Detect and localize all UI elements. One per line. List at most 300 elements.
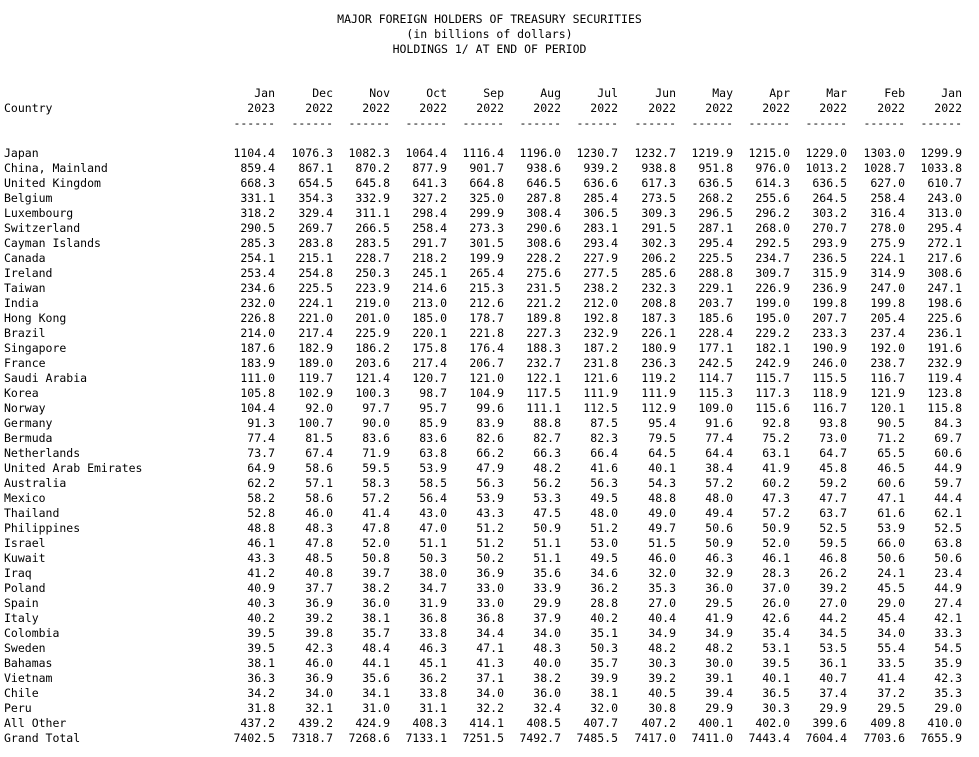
holding-value: 52.5 xyxy=(819,521,847,535)
holding-value: 62.1 xyxy=(934,506,962,520)
holding-value: 34.0 xyxy=(305,686,333,700)
holding-value: 232.9 xyxy=(927,356,962,370)
holding-value: 35.7 xyxy=(590,656,618,670)
column-underline: ------ xyxy=(576,116,618,130)
holding-value: 34.4 xyxy=(476,626,504,640)
country-name: Taiwan xyxy=(4,281,46,295)
country-name: India xyxy=(4,296,39,310)
holding-value: 46.1 xyxy=(247,536,275,550)
holding-value: 39.8 xyxy=(305,626,333,640)
column-header-11 xyxy=(853,86,905,131)
table-row xyxy=(0,206,979,221)
holding-value: 654.5 xyxy=(298,176,333,190)
column-header-12 xyxy=(910,86,962,131)
holding-value: 120.1 xyxy=(870,401,905,415)
holding-value: 57.2 xyxy=(762,506,790,520)
holding-value: 36.1 xyxy=(819,656,847,670)
column-month: Apr xyxy=(769,86,790,100)
holding-value: 177.1 xyxy=(698,341,733,355)
holding-value: 870.2 xyxy=(355,161,390,175)
holding-value: 232.7 xyxy=(526,356,561,370)
holding-value: 120.7 xyxy=(412,371,447,385)
holding-value: 51.2 xyxy=(476,521,504,535)
holding-value: 233.3 xyxy=(812,326,847,340)
holding-value: 34.2 xyxy=(247,686,275,700)
column-header-7 xyxy=(624,86,676,131)
table-row xyxy=(0,731,979,746)
holdings-table-body xyxy=(0,146,979,746)
holding-value: 309.7 xyxy=(755,266,790,280)
holding-value: 7492.7 xyxy=(519,731,561,745)
holding-value: 285.4 xyxy=(583,191,618,205)
holding-value: 290.6 xyxy=(526,221,561,235)
column-underline: ------ xyxy=(462,116,504,130)
holding-value: 33.8 xyxy=(419,626,447,640)
holding-value: 1215.0 xyxy=(748,146,790,160)
holding-value: 37.4 xyxy=(819,686,847,700)
holding-value: 115.5 xyxy=(812,371,847,385)
holding-value: 39.9 xyxy=(590,671,618,685)
holding-value: 51.1 xyxy=(533,551,561,565)
holding-value: 35.6 xyxy=(362,671,390,685)
holding-value: 63.8 xyxy=(934,536,962,550)
column-month: Aug xyxy=(540,86,561,100)
table-row xyxy=(0,401,979,416)
holding-value: 190.9 xyxy=(812,341,847,355)
holding-value: 50.6 xyxy=(877,551,905,565)
holding-value: 73.0 xyxy=(819,431,847,445)
holding-value: 53.1 xyxy=(762,641,790,655)
country-name: Singapore xyxy=(4,341,67,355)
holding-value: 43.0 xyxy=(419,506,447,520)
holding-value: 32.4 xyxy=(533,701,561,715)
holding-value: 246.0 xyxy=(812,356,847,370)
holding-value: 7655.9 xyxy=(920,731,962,745)
holding-value: 90.5 xyxy=(877,416,905,430)
holding-value: 58.2 xyxy=(247,491,275,505)
holding-value: 236.3 xyxy=(641,356,676,370)
holding-value: 198.6 xyxy=(927,296,962,310)
holding-value: 37.2 xyxy=(877,686,905,700)
country-name: Grand Total xyxy=(4,731,81,745)
column-year: 2022 xyxy=(362,101,390,115)
holding-value: 46.1 xyxy=(762,551,790,565)
holding-value: 1230.7 xyxy=(576,146,618,160)
country-name: Korea xyxy=(4,386,39,400)
holding-value: 119.4 xyxy=(927,371,962,385)
holding-value: 116.7 xyxy=(870,371,905,385)
holding-value: 35.1 xyxy=(590,626,618,640)
holding-value: 232.3 xyxy=(641,281,676,295)
holding-value: 31.9 xyxy=(419,596,447,610)
holding-value: 48.3 xyxy=(305,521,333,535)
holding-value: 82.3 xyxy=(590,431,618,445)
holding-value: 175.8 xyxy=(412,341,447,355)
holding-value: 314.9 xyxy=(870,266,905,280)
column-year: 2022 xyxy=(533,101,561,115)
holding-value: 208.8 xyxy=(641,296,676,310)
holding-value: 399.6 xyxy=(812,716,847,730)
holding-value: 325.0 xyxy=(469,191,504,205)
country-name: Colombia xyxy=(4,626,60,640)
holding-value: 237.4 xyxy=(870,326,905,340)
holding-value: 189.0 xyxy=(298,356,333,370)
holding-value: 38.1 xyxy=(247,656,275,670)
holding-value: 111.9 xyxy=(641,386,676,400)
country-name: Spain xyxy=(4,596,39,610)
holding-value: 641.3 xyxy=(412,176,447,190)
holding-value: 250.3 xyxy=(355,266,390,280)
holding-value: 36.0 xyxy=(533,686,561,700)
holding-value: 48.8 xyxy=(247,521,275,535)
holding-value: 71.2 xyxy=(877,431,905,445)
column-header-4 xyxy=(452,86,504,131)
holding-value: 38.4 xyxy=(705,461,733,475)
holding-value: 63.8 xyxy=(419,446,447,460)
holding-value: 60.6 xyxy=(934,446,962,460)
holding-value: 30.3 xyxy=(648,656,676,670)
holding-value: 40.1 xyxy=(762,671,790,685)
country-name: Bermuda xyxy=(4,431,53,445)
holding-value: 1064.4 xyxy=(405,146,447,160)
holding-value: 439.2 xyxy=(298,716,333,730)
column-year: 2022 xyxy=(762,101,790,115)
holding-value: 41.2 xyxy=(247,566,275,580)
holding-value: 217.4 xyxy=(412,356,447,370)
table-row xyxy=(0,191,979,206)
holding-value: 187.2 xyxy=(583,341,618,355)
holding-value: 32.9 xyxy=(705,566,733,580)
holding-value: 55.4 xyxy=(877,641,905,655)
holding-value: 29.9 xyxy=(705,701,733,715)
report-title xyxy=(0,12,979,57)
holding-value: 41.9 xyxy=(705,611,733,625)
table-row xyxy=(0,611,979,626)
column-month: May xyxy=(712,86,733,100)
holding-value: 114.7 xyxy=(698,371,733,385)
holding-value: 37.0 xyxy=(762,581,790,595)
holding-value: 50.6 xyxy=(705,521,733,535)
table-row xyxy=(0,266,979,281)
holding-value: 58.5 xyxy=(419,476,447,490)
table-row xyxy=(0,536,979,551)
holding-value: 258.4 xyxy=(870,191,905,205)
holding-value: 668.3 xyxy=(240,176,275,190)
holding-value: 176.4 xyxy=(469,341,504,355)
holding-value: 189.8 xyxy=(526,311,561,325)
holding-value: 38.0 xyxy=(419,566,447,580)
holding-value: 53.9 xyxy=(476,491,504,505)
holding-value: 7604.4 xyxy=(805,731,847,745)
holding-value: 214.0 xyxy=(240,326,275,340)
holding-value: 60.6 xyxy=(877,476,905,490)
holding-value: 47.8 xyxy=(362,521,390,535)
holding-value: 35.9 xyxy=(934,656,962,670)
holding-value: 275.9 xyxy=(870,236,905,250)
holding-value: 245.1 xyxy=(412,266,447,280)
holding-value: 243.0 xyxy=(927,191,962,205)
column-header-6 xyxy=(566,86,618,131)
holding-value: 102.9 xyxy=(298,386,333,400)
holding-value: 38.2 xyxy=(362,581,390,595)
column-year: 2022 xyxy=(305,101,333,115)
holding-value: 901.7 xyxy=(469,161,504,175)
holding-value: 36.2 xyxy=(419,671,447,685)
holding-value: 64.4 xyxy=(705,446,733,460)
holding-value: 39.2 xyxy=(305,611,333,625)
holding-value: 1013.2 xyxy=(805,161,847,175)
table-row xyxy=(0,521,979,536)
country-name: Vietnam xyxy=(4,671,53,685)
holding-value: 60.2 xyxy=(762,476,790,490)
holding-value: 44.1 xyxy=(362,656,390,670)
holding-value: 53.3 xyxy=(533,491,561,505)
holding-value: 306.5 xyxy=(583,206,618,220)
holding-value: 34.0 xyxy=(533,626,561,640)
holding-value: 192.8 xyxy=(583,311,618,325)
holding-value: 63.7 xyxy=(819,506,847,520)
holding-value: 54.5 xyxy=(934,641,962,655)
holding-value: 46.3 xyxy=(705,551,733,565)
column-year: 2022 xyxy=(877,101,905,115)
column-header-1 xyxy=(281,86,333,131)
holding-value: 614.3 xyxy=(755,176,790,190)
holding-value: 287.1 xyxy=(698,221,733,235)
column-underline: ------ xyxy=(863,116,905,130)
holding-value: 185.0 xyxy=(412,311,447,325)
holding-value: 38.2 xyxy=(533,671,561,685)
holding-value: 646.5 xyxy=(526,176,561,190)
table-row xyxy=(0,491,979,506)
column-year: 2022 xyxy=(705,101,733,115)
holding-value: 48.4 xyxy=(362,641,390,655)
holding-value: 41.9 xyxy=(762,461,790,475)
column-month: Feb xyxy=(884,86,905,100)
holding-value: 49.0 xyxy=(648,506,676,520)
holding-value: 42.6 xyxy=(762,611,790,625)
table-row xyxy=(0,296,979,311)
holding-value: 64.5 xyxy=(648,446,676,460)
holding-value: 1028.7 xyxy=(863,161,905,175)
title-line-1: MAJOR FOREIGN HOLDERS OF TREASURY SECURITIES xyxy=(337,12,642,26)
holding-value: 38.1 xyxy=(590,686,618,700)
table-row xyxy=(0,461,979,476)
holding-value: 34.0 xyxy=(476,686,504,700)
holding-value: 50.2 xyxy=(476,551,504,565)
holding-value: 34.1 xyxy=(362,686,390,700)
holding-value: 34.9 xyxy=(705,626,733,640)
holding-value: 215.1 xyxy=(298,251,333,265)
holding-value: 331.1 xyxy=(240,191,275,205)
holding-value: 45.4 xyxy=(877,611,905,625)
holding-value: 40.0 xyxy=(533,656,561,670)
holding-value: 82.7 xyxy=(533,431,561,445)
holding-value: 303.2 xyxy=(812,206,847,220)
column-year: 2022 xyxy=(476,101,504,115)
country-name: Canada xyxy=(4,251,46,265)
holding-value: 35.6 xyxy=(533,566,561,580)
holding-value: 51.1 xyxy=(533,536,561,550)
holding-value: 40.3 xyxy=(247,596,275,610)
table-row xyxy=(0,146,979,161)
holding-value: 48.2 xyxy=(648,641,676,655)
holding-value: 48.3 xyxy=(533,641,561,655)
holding-value: 226.1 xyxy=(641,326,676,340)
holding-value: 238.7 xyxy=(870,356,905,370)
title-line-2: (in billions of dollars) xyxy=(406,27,573,41)
holding-value: 100.7 xyxy=(298,416,333,430)
holding-value: 228.4 xyxy=(698,326,733,340)
holding-value: 26.0 xyxy=(762,596,790,610)
holding-value: 37.1 xyxy=(476,671,504,685)
holding-value: 46.3 xyxy=(419,641,447,655)
holding-value: 35.4 xyxy=(762,626,790,640)
holding-value: 26.2 xyxy=(819,566,847,580)
holding-value: 53.9 xyxy=(419,461,447,475)
country-name: France xyxy=(4,356,46,370)
table-row xyxy=(0,716,979,731)
holding-value: 290.5 xyxy=(240,221,275,235)
holding-value: 224.1 xyxy=(870,251,905,265)
holding-value: 77.4 xyxy=(705,431,733,445)
country-name: Italy xyxy=(4,611,39,625)
column-month: Jan xyxy=(254,86,275,100)
holding-value: 82.6 xyxy=(476,431,504,445)
holding-value: 49.5 xyxy=(590,551,618,565)
holding-value: 50.9 xyxy=(762,521,790,535)
holding-value: 66.4 xyxy=(590,446,618,460)
holding-value: 66.2 xyxy=(476,446,504,460)
holding-value: 1104.4 xyxy=(233,146,275,160)
holding-value: 83.9 xyxy=(476,416,504,430)
holding-value: 229.2 xyxy=(755,326,790,340)
holding-value: 50.6 xyxy=(934,551,962,565)
holding-value: 81.5 xyxy=(305,431,333,445)
holding-value: 408.5 xyxy=(526,716,561,730)
holding-value: 45.5 xyxy=(877,581,905,595)
holding-value: 56.3 xyxy=(476,476,504,490)
holding-value: 231.5 xyxy=(526,281,561,295)
holding-value: 51.2 xyxy=(476,536,504,550)
holding-value: 46.0 xyxy=(305,656,333,670)
holding-value: 40.2 xyxy=(590,611,618,625)
holding-value: 39.7 xyxy=(362,566,390,580)
holding-value: 7443.4 xyxy=(748,731,790,745)
holding-value: 37.9 xyxy=(533,611,561,625)
holding-value: 30.3 xyxy=(762,701,790,715)
holding-value: 185.6 xyxy=(698,311,733,325)
holding-value: 67.4 xyxy=(305,446,333,460)
holding-value: 48.2 xyxy=(705,641,733,655)
holding-value: 47.5 xyxy=(533,506,561,520)
holding-value: 36.0 xyxy=(362,596,390,610)
holding-value: 283.1 xyxy=(583,221,618,235)
holding-value: 34.7 xyxy=(419,581,447,595)
holding-value: 270.7 xyxy=(812,221,847,235)
holding-value: 232.0 xyxy=(240,296,275,310)
holding-value: 47.7 xyxy=(819,491,847,505)
holding-value: 225.6 xyxy=(927,311,962,325)
holding-value: 225.5 xyxy=(698,251,733,265)
country-name: Netherlands xyxy=(4,446,81,460)
holding-value: 35.3 xyxy=(934,686,962,700)
holding-value: 232.9 xyxy=(583,326,618,340)
holding-value: 45.1 xyxy=(419,656,447,670)
holding-value: 236.1 xyxy=(927,326,962,340)
holding-value: 268.2 xyxy=(698,191,733,205)
holding-value: 32.2 xyxy=(476,701,504,715)
holding-value: 213.0 xyxy=(412,296,447,310)
holding-value: 95.7 xyxy=(419,401,447,415)
holding-value: 111.0 xyxy=(240,371,275,385)
holding-value: 27.4 xyxy=(934,596,962,610)
holding-value: 180.9 xyxy=(641,341,676,355)
holding-value: 285.3 xyxy=(240,236,275,250)
holding-value: 51.2 xyxy=(590,521,618,535)
holding-value: 41.3 xyxy=(476,656,504,670)
holding-value: 115.3 xyxy=(698,386,733,400)
country-name: Thailand xyxy=(4,506,60,520)
holding-value: 49.4 xyxy=(705,506,733,520)
holding-value: 121.4 xyxy=(355,371,390,385)
holding-value: 207.7 xyxy=(812,311,847,325)
holding-value: 1082.3 xyxy=(348,146,390,160)
holding-value: 188.3 xyxy=(526,341,561,355)
holding-value: 50.9 xyxy=(533,521,561,535)
holding-value: 58.3 xyxy=(362,476,390,490)
holding-value: 39.2 xyxy=(648,671,676,685)
holding-value: 50.9 xyxy=(705,536,733,550)
column-month: Oct xyxy=(426,86,447,100)
holding-value: 938.6 xyxy=(526,161,561,175)
holding-value: 205.4 xyxy=(870,311,905,325)
holding-value: 65.5 xyxy=(877,446,905,460)
holding-value: 31.1 xyxy=(419,701,447,715)
holding-value: 400.1 xyxy=(698,716,733,730)
country-name: Cayman Islands xyxy=(4,236,101,250)
column-year: 2022 xyxy=(590,101,618,115)
column-year: 2022 xyxy=(419,101,447,115)
holding-value: 64.7 xyxy=(819,446,847,460)
holding-value: 29.5 xyxy=(877,701,905,715)
holding-value: 201.0 xyxy=(355,311,390,325)
holding-value: 33.0 xyxy=(476,581,504,595)
holding-value: 7703.6 xyxy=(863,731,905,745)
holding-value: 91.6 xyxy=(705,416,733,430)
holding-value: 329.4 xyxy=(298,206,333,220)
holding-value: 44.9 xyxy=(934,461,962,475)
country-name: Poland xyxy=(4,581,46,595)
holding-value: 227.3 xyxy=(526,326,561,340)
holding-value: 35.7 xyxy=(362,626,390,640)
table-row xyxy=(0,551,979,566)
holding-value: 315.9 xyxy=(812,266,847,280)
holding-value: 302.3 xyxy=(641,236,676,250)
table-row xyxy=(0,626,979,641)
holding-value: 1219.9 xyxy=(691,146,733,160)
holding-value: 859.4 xyxy=(240,161,275,175)
country-name: Mexico xyxy=(4,491,46,505)
holding-value: 49.5 xyxy=(590,491,618,505)
column-month: Nov xyxy=(369,86,390,100)
holding-value: 327.2 xyxy=(412,191,447,205)
holding-value: 223.9 xyxy=(355,281,390,295)
country-name: Iraq xyxy=(4,566,32,580)
table-row xyxy=(0,686,979,701)
holding-value: 41.4 xyxy=(877,671,905,685)
holding-value: 976.0 xyxy=(755,161,790,175)
holding-value: 183.9 xyxy=(240,356,275,370)
